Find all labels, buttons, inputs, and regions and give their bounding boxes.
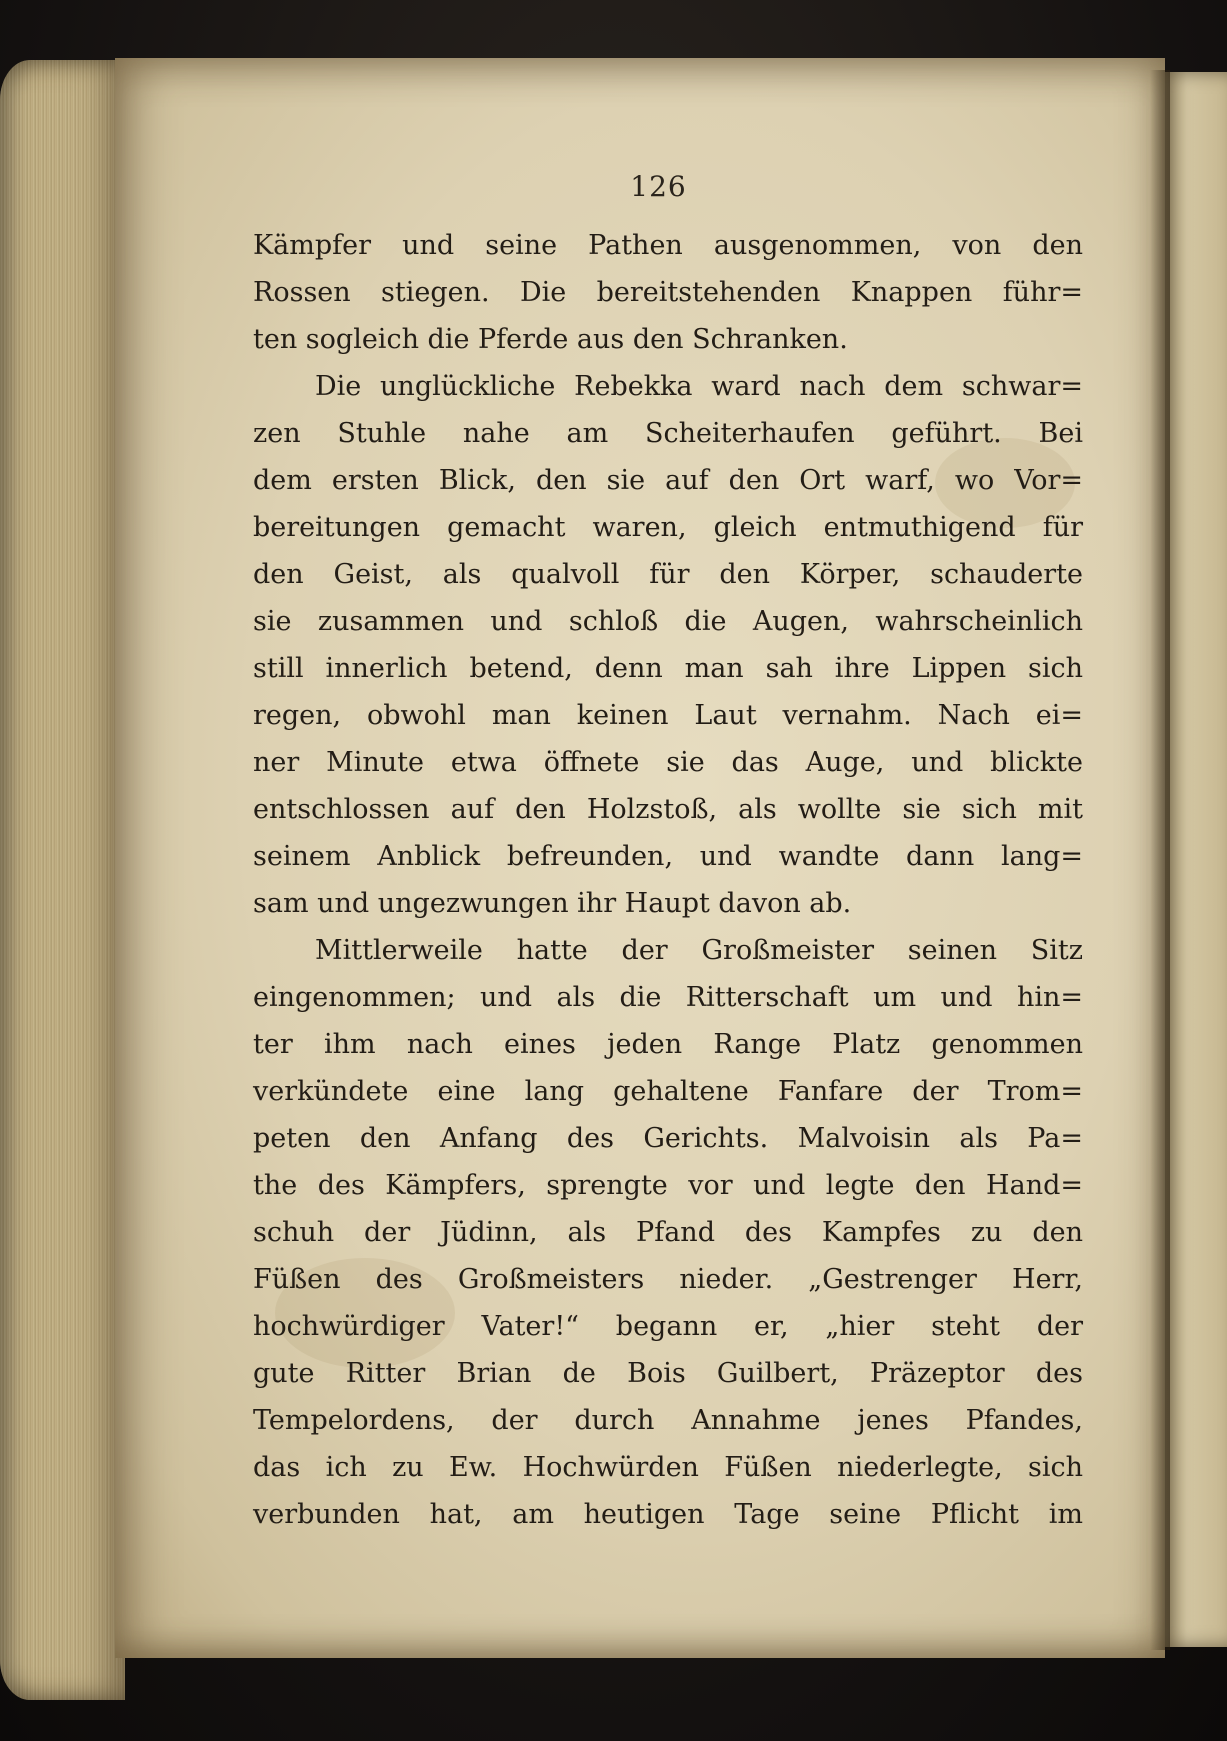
text-line: the des Kämpfers, sprengte vor und legte den Hand= [253, 1170, 1083, 1201]
text-line: verkündete eine lang gehaltene Fanfare der Trom= [253, 1076, 1083, 1107]
text-line: gute Ritter Brian de Bois Guilbert, Präzeptor des [253, 1358, 1083, 1389]
text-line: peten den Anfang des Gerichts. Malvoisin als Pa= [253, 1123, 1083, 1154]
text-line: seinem Anblick befreunden, und wandte dann lang= [253, 841, 1083, 872]
text-line: zen Stuhle nahe am Scheiterhaufen geführt. Bei [253, 418, 1083, 449]
text-line: sie zusammen und schloß die Augen, wahrscheinlich [253, 606, 1083, 637]
text-line: entschlossen auf den Holzstoß, als wollte sie sich mit [253, 794, 1083, 825]
text-line: schuh der Jüdinn, als Pfand des Kampfes zu den [253, 1217, 1083, 1248]
text-line: verbunden hat, am heutigen Tage seine Pflicht im [253, 1499, 1083, 1530]
text-line: Füßen des Großmeisters nieder. „Gestrenger Herr, [253, 1264, 1083, 1295]
text-line: bereitungen gemacht waren, gleich entmuthigend für [253, 512, 1083, 543]
facing-page-edge [1160, 72, 1227, 1647]
text-line: den Geist, als qualvoll für den Körper, schauderte [253, 559, 1083, 590]
text-line: hochwürdiger Vater!“ begann er, „hier steht der [253, 1311, 1083, 1342]
text-line: regen, obwohl man keinen Laut vernahm. Nach ei= [253, 700, 1083, 731]
text-line: Kämpfer und seine Pathen ausgenommen, von den [253, 230, 1083, 261]
text-line: Mittlerweile hatte der Großmeister seinen Sitz [315, 935, 1083, 966]
text-line: Tempelordens, der durch Annahme jenes Pfandes, [253, 1405, 1083, 1436]
text-line: ner Minute etwa öffnete sie das Auge, und blickte [253, 747, 1083, 778]
text-line: ten sogleich die Pferde aus den Schranken. [253, 324, 848, 355]
text-line: Rossen stiegen. Die bereitstehenden Knappen führ= [253, 277, 1083, 308]
text-line: eingenommen; und als die Ritterschaft um und hin= [253, 982, 1083, 1013]
text-line: dem ersten Blick, den sie auf den Ort warf, wo Vor= [253, 465, 1083, 496]
text-line: Die unglückliche Rebekka ward nach dem schwar= [315, 371, 1083, 402]
page-number: 126 [630, 170, 687, 203]
text-line: ter ihm nach eines jeden Range Platz genommen [253, 1029, 1083, 1060]
gutter-shadow [1150, 70, 1170, 1650]
text-line: sam und ungezwungen ihr Haupt davon ab. [253, 888, 852, 919]
body-text [253, 222, 1083, 1538]
page-stack-left [0, 60, 125, 1700]
text-line: still innerlich betend, denn man sah ihre Lippen sich [253, 653, 1083, 684]
text-line: das ich zu Ew. Hochwürden Füßen niederlegte, sich [253, 1452, 1083, 1483]
